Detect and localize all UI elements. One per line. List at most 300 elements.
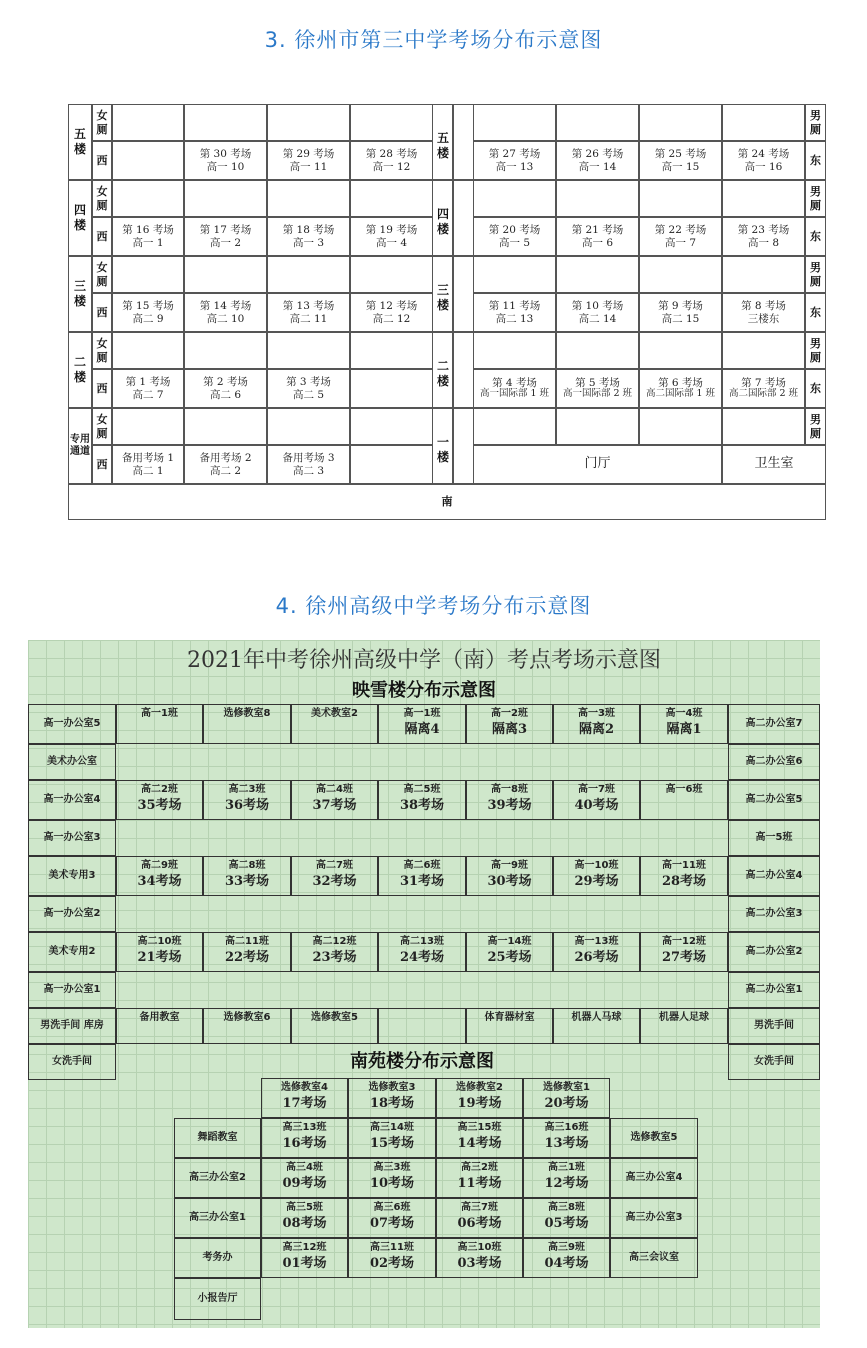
- xuzhou-high-school-floor-plan: [28, 640, 820, 1328]
- room-name: 美术教室2: [311, 708, 358, 719]
- room-cell: [466, 704, 553, 744]
- room-name: 高三4班: [286, 1162, 323, 1173]
- room-name: 高三办公室3: [625, 1212, 683, 1224]
- room-name: 高一3班: [578, 708, 615, 719]
- direction-text: 东: [810, 153, 821, 167]
- room-name: 高三3班: [373, 1162, 411, 1173]
- room-number: 第 22 考场: [654, 224, 707, 237]
- restroom-text: 厕: [810, 350, 821, 364]
- exam-room-right: [639, 217, 722, 256]
- floor-label-left: [68, 256, 92, 332]
- room-cell: [116, 856, 203, 896]
- room-cell: [261, 1238, 348, 1278]
- room-class: 高二 15: [661, 312, 700, 325]
- stair-text: 四: [437, 207, 450, 221]
- chart-title-text: 2021年中考徐州高级中学（南）考点考场示意图: [187, 648, 661, 674]
- room-name: 高三12班: [282, 1242, 327, 1253]
- room-number: 第 10 考场: [571, 300, 624, 313]
- room-assignment: 31考场: [399, 873, 445, 889]
- room-cell: [610, 1238, 698, 1278]
- empty-cell: [267, 180, 350, 217]
- room-assignment: 01考场: [282, 1255, 327, 1271]
- room-name: 高三11班: [370, 1242, 414, 1253]
- room-name: 高二9班: [141, 860, 178, 871]
- room-cell: [378, 1008, 466, 1044]
- room-cell: [28, 820, 116, 856]
- room-cell: [28, 932, 116, 972]
- female-restroom-left: [92, 180, 112, 217]
- direction-text: 东: [810, 305, 821, 319]
- room-cell: [523, 1158, 610, 1198]
- room-name: 高三办公室1: [189, 1212, 246, 1224]
- exam-room-right: [473, 217, 556, 256]
- restroom-text: 厕: [810, 122, 821, 136]
- room-cell: [553, 780, 640, 820]
- male-restroom: [805, 104, 826, 141]
- room-name: 高三1班: [548, 1162, 585, 1173]
- room-name: 美术办公室: [47, 756, 97, 768]
- room-cell: [553, 856, 640, 896]
- room-class: 高二国际部 1 班: [645, 388, 716, 400]
- room-assignment: 08考场: [282, 1215, 327, 1231]
- room-name: 高二10班: [137, 936, 182, 947]
- room-name: 高二8班: [228, 860, 266, 871]
- chart-title: [28, 644, 820, 678]
- room-assignment: 25考场: [487, 949, 532, 965]
- room-cell: [523, 1078, 610, 1118]
- room-name: 高一5班: [755, 832, 793, 844]
- room-number: 第 20 考场: [488, 224, 541, 237]
- restroom-text: 厕: [96, 122, 108, 136]
- direction-text: 西: [96, 153, 108, 167]
- room-number: 第 4 考场: [492, 377, 537, 389]
- room-cell: [728, 972, 820, 1008]
- restroom-text: 厕: [96, 350, 108, 364]
- male-restroom: [805, 256, 826, 293]
- room-number: 第 2 考场: [203, 376, 248, 389]
- room-name: 机器人马球: [571, 1012, 622, 1023]
- room-name: 高三8班: [548, 1202, 585, 1213]
- room-cell: [28, 1008, 116, 1044]
- restroom-text: 女: [96, 412, 108, 426]
- room-assignment: 05考场: [544, 1215, 589, 1231]
- room-number: 第 14 考场: [199, 300, 252, 313]
- room-cell: [466, 1008, 553, 1044]
- empty-cell: [267, 104, 350, 141]
- floor-label-text: 专用: [70, 433, 90, 445]
- floor-label-left: [68, 104, 92, 180]
- floor-label-text: 五: [73, 127, 86, 141]
- empty-cell: [473, 104, 556, 141]
- room-name: 高二11班: [225, 936, 269, 947]
- room-class: 高二 10: [206, 312, 245, 325]
- room-cell: [523, 1198, 610, 1238]
- room-cell: [174, 1158, 261, 1198]
- room-name: 选修教室8: [223, 708, 271, 719]
- east-label: [805, 369, 826, 408]
- room-cell: [378, 856, 466, 896]
- room-class: 高二 13: [495, 312, 534, 325]
- restroom-text: 男: [810, 412, 821, 426]
- room-cell: [174, 1198, 261, 1238]
- room-cell: [28, 856, 116, 896]
- room-name: 高一办公室5: [43, 718, 101, 730]
- room-cell: [553, 932, 640, 972]
- room-cell: [348, 1198, 436, 1238]
- room-name: 高一7班: [578, 784, 615, 795]
- restroom-text: 男: [810, 260, 821, 274]
- room-name: 高二办公室1: [745, 984, 803, 996]
- room-name: 高三办公室4: [625, 1172, 683, 1184]
- room-cell: [348, 1118, 436, 1158]
- room-number: 第 28 考场: [365, 148, 418, 161]
- direction-text: 西: [96, 457, 108, 471]
- room-cell: [436, 1118, 523, 1158]
- stair-text: 五: [437, 131, 450, 145]
- room-name: 小报告厅: [197, 1293, 238, 1305]
- room-number: 备用考场 2: [199, 452, 252, 465]
- stair-text: 楼: [437, 222, 450, 236]
- room-number: 第 30 考场: [199, 148, 252, 161]
- empty-cell: [722, 256, 805, 293]
- exam-room-left: [267, 141, 350, 180]
- west-label: [92, 217, 112, 256]
- room-cell: [378, 780, 466, 820]
- stair-text: 楼: [437, 374, 450, 388]
- room-cell: [28, 780, 116, 820]
- room-cell: [348, 1078, 436, 1118]
- room-assignment: 12考场: [544, 1175, 589, 1191]
- room-assignment: 隔离1: [666, 721, 702, 737]
- female-restroom-left: [92, 408, 112, 445]
- room-cell: [640, 1008, 728, 1044]
- exam-room-right: [556, 369, 639, 408]
- room-name: 备用教室: [139, 1012, 180, 1023]
- empty-cell: [350, 408, 433, 445]
- male-restroom: [805, 408, 826, 445]
- room-assignment: 14考场: [457, 1135, 502, 1151]
- empty-cell: [473, 256, 556, 293]
- room-number: 第 1 考场: [125, 376, 171, 389]
- room-class: 高一 5: [498, 236, 531, 249]
- empty-cell: [473, 332, 556, 369]
- room-number: 第 3 考场: [286, 376, 331, 389]
- section-1-title: 3. 徐州市第三中学考场分布示意图: [264, 28, 603, 52]
- stair-text: 楼: [437, 450, 450, 464]
- room-assignment: 20考场: [544, 1095, 589, 1111]
- stair-text: 三: [437, 283, 450, 297]
- hall-text: 门厅: [584, 456, 611, 472]
- room-cell: [610, 1198, 698, 1238]
- empty-cell: [112, 256, 184, 293]
- room-name: 高三6班: [373, 1202, 411, 1213]
- female-restroom-left: [92, 332, 112, 369]
- empty-cell: [639, 180, 722, 217]
- stair-text: 二: [437, 359, 450, 373]
- room-class: 高一 13: [495, 160, 534, 173]
- room-number: 备用考场 1: [121, 452, 175, 465]
- room-number: 第 12 考场: [365, 300, 418, 313]
- stair-text: 楼: [437, 298, 450, 312]
- empty-cell: [639, 332, 722, 369]
- room-class: 高一 3: [292, 236, 325, 249]
- room-cell: [728, 932, 820, 972]
- south-label: [68, 484, 826, 520]
- restroom-text: 厕: [96, 198, 108, 212]
- exam-room-left: [112, 293, 184, 332]
- restroom-text: 男: [810, 108, 821, 122]
- exam-room-left: [184, 141, 267, 180]
- room-class: 高二 3: [292, 464, 325, 477]
- room-name: 高三2班: [461, 1162, 498, 1173]
- room-cell: [28, 972, 116, 1008]
- room-assignment: 37考场: [312, 797, 357, 813]
- east-label: [805, 217, 826, 256]
- room-name: 高一2班: [491, 708, 528, 719]
- floor-label-text: 二: [73, 355, 86, 369]
- room-class: 高一 16: [744, 160, 783, 173]
- room-name: 高二办公室2: [745, 946, 803, 958]
- room-name: 选修教室4: [281, 1082, 328, 1093]
- room-cell: [261, 1118, 348, 1158]
- room-cell: [436, 1198, 523, 1238]
- room-name: 高一1班: [403, 708, 441, 719]
- room-class: 高一国际部 1 班: [479, 388, 550, 400]
- room-name: 高二办公室5: [745, 794, 803, 806]
- room-class: 高二 6: [209, 388, 242, 401]
- room-cell: [640, 932, 728, 972]
- room-cell: [174, 1238, 261, 1278]
- east-label: [805, 293, 826, 332]
- direction-text: 南: [441, 495, 453, 509]
- room-class: 高一 14: [578, 160, 617, 173]
- room-class: 高一 1: [132, 236, 164, 249]
- building-title-nanyuan: [116, 1044, 728, 1080]
- room-cell: [261, 1078, 348, 1118]
- floor-label-left: [68, 332, 92, 408]
- room-cell: [610, 1158, 698, 1198]
- room-assignment: 隔离3: [491, 721, 528, 737]
- room-cell: [640, 704, 728, 744]
- room-name: 高一4班: [665, 708, 703, 719]
- direction-text: 西: [96, 381, 108, 395]
- west-label: [92, 369, 112, 408]
- room-number: 第 15 考场: [122, 300, 174, 313]
- room-class: 高一 2: [209, 236, 242, 249]
- exam-room-right: [556, 217, 639, 256]
- room-name: 高二13班: [400, 936, 444, 947]
- direction-text: 西: [96, 305, 108, 319]
- room-cell: [348, 1238, 436, 1278]
- restroom-text: 女: [96, 108, 108, 122]
- room-name: 高二7班: [316, 860, 353, 871]
- room-name: 男洗手间 库房: [40, 1020, 104, 1032]
- room-number: 第 11 考场: [488, 300, 541, 313]
- room-cell: [116, 1008, 203, 1044]
- room-assignment: 40考场: [574, 797, 619, 813]
- floor-label-text: 三: [73, 279, 86, 293]
- empty-cell: [722, 332, 805, 369]
- room-cell: [728, 820, 820, 856]
- room-number: 第 5 考场: [575, 377, 620, 389]
- room-assignment: 18考场: [369, 1095, 415, 1111]
- room-number: 第 6 考场: [658, 377, 703, 389]
- room-name: 高一11班: [662, 860, 706, 871]
- stair-divider: [452, 104, 454, 180]
- floor-label-text: 四: [73, 203, 86, 217]
- empty-cell: [112, 180, 184, 217]
- room-assignment: 03考场: [457, 1255, 502, 1271]
- exam-room-left: [267, 293, 350, 332]
- room-assignment: 10考场: [369, 1175, 415, 1191]
- room-number: 第 18 考场: [282, 224, 335, 237]
- floor-label-text: 楼: [73, 370, 86, 384]
- room-number: 第 19 考场: [365, 224, 418, 237]
- room-name: 选修教室6: [223, 1012, 271, 1023]
- stair-divider: [452, 256, 454, 332]
- exam-room-right: [556, 141, 639, 180]
- restroom-text: 厕: [810, 274, 821, 288]
- room-assignment: 02考场: [369, 1255, 415, 1271]
- room-class: 高一国际部 2 班: [562, 388, 633, 400]
- room-cell: [378, 704, 466, 744]
- room-class: 高一 6: [581, 236, 614, 249]
- exam-room-right: [722, 217, 805, 256]
- direction-text: 东: [810, 381, 821, 395]
- room-name: 高二办公室3: [745, 908, 803, 920]
- room-cell: [466, 856, 553, 896]
- empty-cell: [639, 256, 722, 293]
- empty-cell: [473, 408, 556, 445]
- direction-text: 西: [96, 229, 108, 243]
- room-name: 机器人足球: [659, 1012, 709, 1023]
- room-name: 美术专用2: [48, 946, 96, 958]
- room-cell: [466, 780, 553, 820]
- room-assignment: 隔离4: [404, 721, 440, 737]
- exam-room-left: [267, 217, 350, 256]
- room-cell: [523, 1118, 610, 1158]
- room-name: 体育器材室: [484, 1012, 535, 1023]
- empty-cell: [350, 104, 433, 141]
- room-assignment: 22考场: [224, 949, 270, 965]
- room-name: 高三9班: [548, 1242, 585, 1253]
- room-name: 高二办公室6: [745, 756, 803, 768]
- room-assignment: 36考场: [224, 797, 270, 813]
- xuzhou-no3-floor-plan: [0, 0, 867, 560]
- room-number: 第 24 考场: [737, 148, 790, 161]
- room-class: 高一 10: [206, 160, 245, 173]
- empty-cell: [350, 256, 433, 293]
- room-name: 高二3班: [228, 784, 266, 795]
- empty-cell: [722, 104, 805, 141]
- room-name: 选修教室3: [368, 1082, 416, 1093]
- room-name: 高一12班: [662, 936, 706, 947]
- room-cell: [523, 1238, 610, 1278]
- empty-cell: [722, 408, 805, 445]
- exam-room-right: [722, 369, 805, 408]
- stair-text: 楼: [437, 146, 450, 160]
- exam-room-right: [639, 369, 722, 408]
- room-name: 高三15班: [457, 1122, 502, 1133]
- room-name: 高三13班: [282, 1122, 327, 1133]
- restroom-text: 女: [96, 336, 108, 350]
- room-cell: [291, 932, 378, 972]
- floor-label-text: 楼: [73, 142, 86, 156]
- west-label: [92, 141, 112, 180]
- empty-cell: [184, 332, 267, 369]
- stair-divider: [452, 180, 454, 256]
- room-assignment: 17考场: [282, 1095, 327, 1111]
- room-name: 舞蹈教室: [197, 1132, 238, 1144]
- room-name: 选修教室5: [311, 1012, 358, 1023]
- room-cell: [553, 704, 640, 744]
- room-assignment: 24考场: [399, 949, 445, 965]
- empty-cell: [184, 256, 267, 293]
- room-class: 高一 7: [664, 236, 697, 249]
- room-name: 高一办公室1: [43, 984, 101, 996]
- room-number: 第 7 考场: [741, 377, 786, 389]
- section-2-title: 4. 徐州高级中学考场分布示意图: [275, 594, 592, 618]
- room-class: 高二 5: [292, 388, 325, 401]
- restroom-text: 厕: [96, 426, 108, 440]
- female-restroom-left: [92, 104, 112, 141]
- east-label: [805, 141, 826, 180]
- room-assignment: 19考场: [457, 1095, 502, 1111]
- room-name: 高一6班: [665, 784, 703, 795]
- empty-cell: [112, 104, 184, 141]
- room-cell: [291, 1008, 378, 1044]
- female-restroom-left: [92, 256, 112, 293]
- room-name: 高二办公室7: [745, 718, 803, 730]
- exam-room-left: [112, 369, 184, 408]
- room-name: 选修教室2: [456, 1082, 503, 1093]
- room-number: 第 23 考场: [737, 224, 790, 237]
- exam-room-right: [473, 293, 556, 332]
- room-name: 高三办公室2: [189, 1172, 246, 1184]
- room-cell: [728, 1008, 820, 1044]
- room-cell: [291, 856, 378, 896]
- floor-label-left: [68, 408, 92, 484]
- room-assignment: 34考场: [137, 873, 182, 889]
- building-title-text: 映雪楼分布示意图: [352, 679, 496, 701]
- room-class: 高一 11: [289, 160, 328, 173]
- room-cell: [203, 704, 291, 744]
- room-cell: [640, 780, 728, 820]
- room-cell: [610, 1118, 698, 1158]
- exam-room-right: [722, 293, 805, 332]
- female-restroom-right: [728, 1044, 820, 1080]
- empty-cell: [556, 332, 639, 369]
- room-cell: [174, 1118, 261, 1158]
- room-name: 高二办公室4: [745, 870, 803, 882]
- room-cell: [466, 932, 553, 972]
- exam-room-left: [184, 369, 267, 408]
- female-restroom-left: [28, 1044, 116, 1080]
- stair-divider: [452, 332, 454, 408]
- exam-room-right: [473, 369, 556, 408]
- room-cell: [116, 704, 203, 744]
- room-name: 高三10班: [457, 1242, 502, 1253]
- empty-cell: [267, 332, 350, 369]
- room-number: 第 26 考场: [571, 148, 624, 161]
- male-restroom: [805, 332, 826, 369]
- empty-cell: [112, 332, 184, 369]
- room-assignment: 27考场: [661, 949, 707, 965]
- room-assignment: 35考场: [137, 797, 182, 813]
- room-class: 高一 8: [747, 236, 780, 249]
- room-number: 第 29 考场: [282, 148, 335, 161]
- room-assignment: 04考场: [544, 1255, 589, 1271]
